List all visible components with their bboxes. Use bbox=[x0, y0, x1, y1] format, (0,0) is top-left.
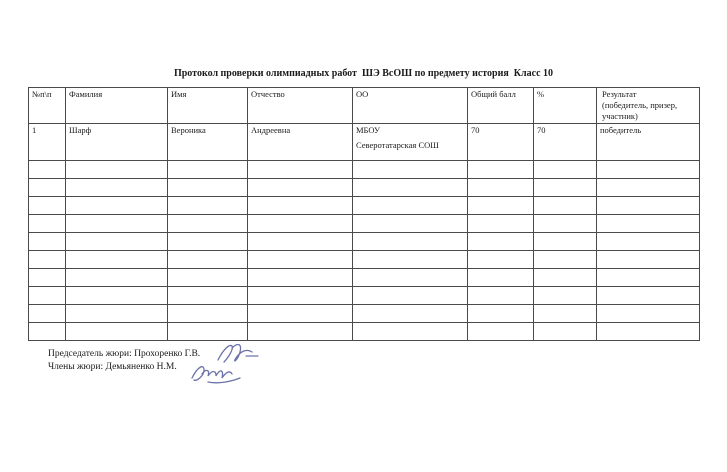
header-surname: Фамилия bbox=[66, 88, 168, 124]
cell-organization bbox=[353, 124, 468, 161]
header-organization: ОО bbox=[353, 88, 468, 124]
cell-organization-line1: МБОУ bbox=[356, 125, 381, 135]
table-row bbox=[29, 233, 700, 251]
cell-surname: Шарф bbox=[66, 124, 168, 161]
table-row bbox=[29, 197, 700, 215]
table-row bbox=[29, 251, 700, 269]
header-number: №п\п bbox=[29, 88, 66, 124]
jury-chair-line: Председатель жюри: Прохоренко Г.В. bbox=[48, 349, 201, 359]
table-row bbox=[29, 287, 700, 305]
header-total-score: Общий балл bbox=[468, 88, 534, 124]
table-row bbox=[29, 161, 700, 179]
cell-organization-line2: Северотатарская СОШ bbox=[356, 140, 439, 150]
results-table bbox=[28, 87, 700, 341]
header-percent: % bbox=[534, 88, 597, 124]
document-title: Протокол проверки олимпиадных работ ШЭ ВсОШ по предмету история Класс 10 bbox=[173, 68, 554, 79]
cell-percent: 70 bbox=[534, 124, 597, 161]
table-row bbox=[29, 269, 700, 287]
jury-footer bbox=[48, 348, 200, 374]
table-row bbox=[29, 215, 700, 233]
cell-name: Вероника bbox=[168, 124, 248, 161]
table-row bbox=[29, 124, 700, 161]
chair-signature bbox=[212, 338, 262, 368]
cell-result: победитель bbox=[597, 124, 700, 161]
header-result: Результат (победитель, призер, участник) bbox=[597, 88, 700, 124]
jury-members-line: Члены жюри: Демьяненко Н.М. bbox=[48, 362, 177, 372]
header-name: Имя bbox=[168, 88, 248, 124]
header-patronymic: Отчество bbox=[248, 88, 353, 124]
table-row bbox=[29, 323, 700, 341]
table-header-row bbox=[29, 88, 700, 124]
table-row bbox=[29, 305, 700, 323]
cell-score: 70 bbox=[468, 124, 534, 161]
cell-number: 1 bbox=[29, 124, 66, 161]
table-row bbox=[29, 179, 700, 197]
cell-patronymic: Андреевна bbox=[248, 124, 353, 161]
